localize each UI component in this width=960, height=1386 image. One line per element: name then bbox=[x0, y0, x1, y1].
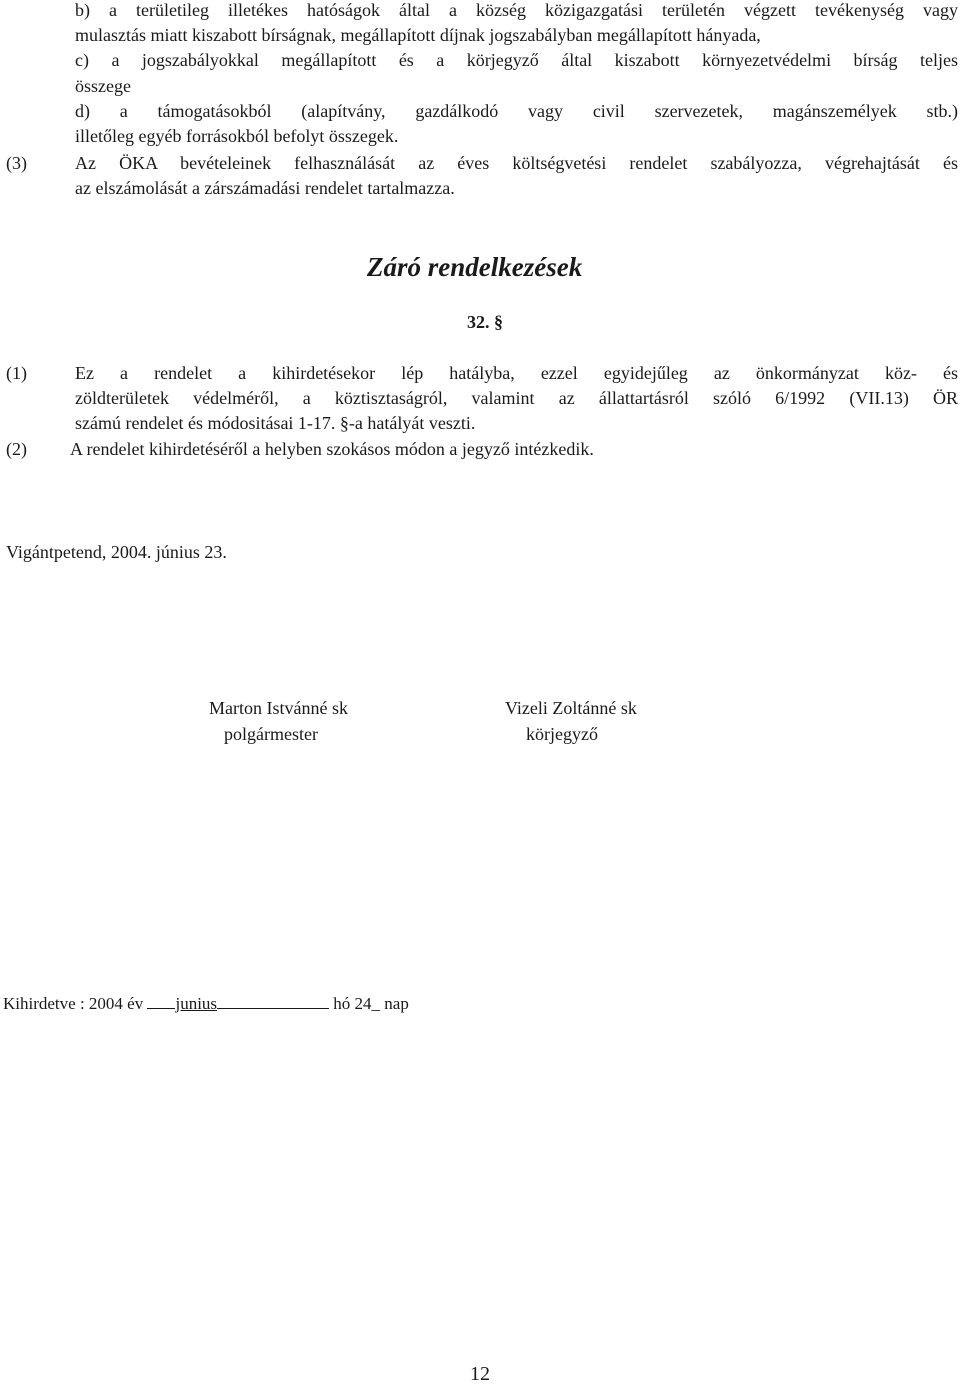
paragraph-1-line-3: számú rendelet és módositásai 1-17. §-a hatályát veszti. bbox=[75, 413, 476, 433]
place-date: Vigántpetend, 2004. június 23. bbox=[6, 542, 227, 562]
promulgation-blank-1 bbox=[147, 992, 175, 1009]
page-number: 12 bbox=[470, 1363, 490, 1385]
paragraph-number-3: (3) bbox=[6, 153, 27, 173]
promulgation-mid: hó 24 bbox=[329, 994, 372, 1013]
paragraph-3-line-2: az elszámolását a zárszámadási rendelet tartalmazza. bbox=[75, 178, 455, 198]
text-line-b-2: mulasztás miatt kiszabott bírságnak, megállapított díjnak jogszabályban megállapított hányada, bbox=[75, 25, 761, 45]
paragraph-number-2: (2) bbox=[6, 439, 27, 459]
signature-title-notary: körjegyző bbox=[526, 724, 598, 744]
paragraph-number-1: (1) bbox=[6, 363, 27, 383]
promulgation-line bbox=[3, 992, 409, 1016]
paragraph-3-line-1: Az ÖKA bevételeinek felhasználását az éves költségvetési rendelet szabályozza, végrehajtását és bbox=[75, 153, 958, 173]
signature-name-notary: Vizeli Zoltánné sk bbox=[505, 698, 637, 718]
section-number: 32. § bbox=[467, 312, 503, 332]
section-heading: Záró rendelkezések bbox=[367, 252, 583, 282]
text-line-d-1: d) a támogatásokból (alapítvány, gazdálkodó vagy civil szervezetek, magánszemélyek stb.) bbox=[75, 101, 958, 121]
signature-name-mayor: Marton Istvánné sk bbox=[209, 698, 348, 718]
text-line-c-2: összege bbox=[75, 76, 131, 96]
text-line-d-2: illetőleg egyéb forrásokból befolyt összegek. bbox=[75, 126, 399, 146]
text-line-b-1: b) a területileg illetékes hatóságok által a község közigazgatási területén végzett tevékenység vagy bbox=[75, 0, 958, 20]
paragraph-2-text: A rendelet kihirdetéséről a helyben szokásos módon a jegyző intézkedik. bbox=[70, 439, 594, 459]
promulgation-blank-2 bbox=[217, 992, 329, 1009]
text-line-c-1: c) a jogszabályokkal megállapított és a körjegyző által kiszabott környezetvédelmi bírság teljes bbox=[75, 50, 958, 70]
paragraph-1-line-2: zöldterületek védelméről, a köztisztaságról, valamint az állattartásról szóló 6/1992 (VII.13) ÖR bbox=[75, 388, 958, 408]
promulgation-month: junius bbox=[175, 994, 218, 1013]
promulgation-label: Kihirdetve : 2004 év bbox=[3, 994, 148, 1013]
promulgation-tail: _ nap bbox=[371, 994, 409, 1013]
paragraph-1-line-1: Ez a rendelet a kihirdetésekor lép hatályba, ezzel egyidejűleg az önkormányzat köz- és bbox=[75, 363, 958, 383]
signature-title-mayor: polgármester bbox=[224, 724, 318, 744]
